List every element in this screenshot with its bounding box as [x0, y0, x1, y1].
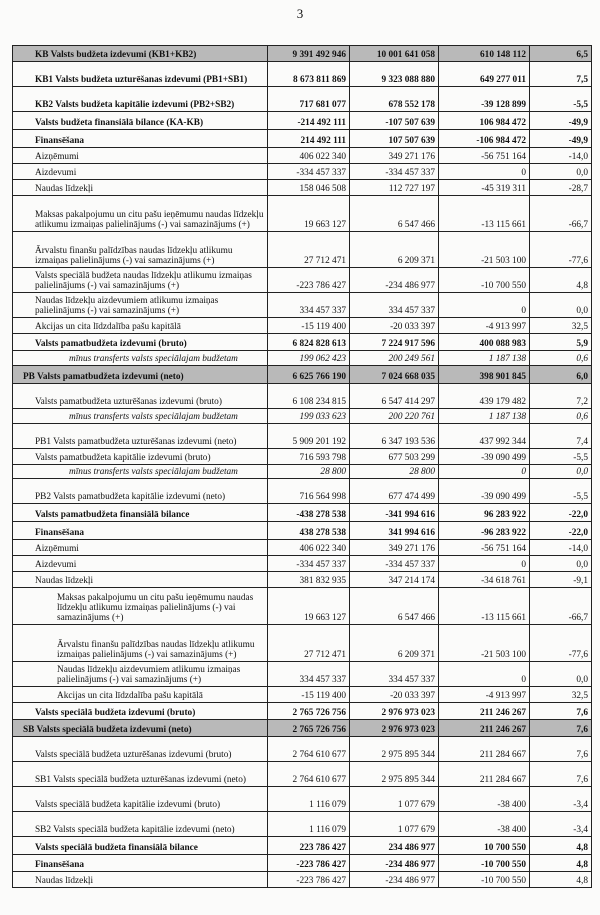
row-label: PB1 Valsts pamatbudžeta uzturēšanas izdevumi (neto) [13, 424, 268, 449]
value-col-1: 8 673 811 869 [268, 62, 350, 87]
row-label: Valsts speciālā budžeta kapitālie izdevumi (bruto) [13, 787, 268, 812]
value-col-3: -10 700 550 [439, 268, 530, 293]
value-col-4: 32,5 [530, 318, 592, 334]
value-col-4: 0,6 [530, 409, 592, 424]
value-col-2: 6 347 193 536 [350, 424, 439, 449]
value-col-3: -34 618 761 [439, 572, 530, 588]
table-row [13, 62, 592, 87]
row-label: Ārvalstu finanšu palīdzības naudas līdzekļu atlikumu izmaiņas palielinājums (-) vai samazinājums (+) [13, 232, 268, 268]
table-row [13, 180, 592, 196]
value-col-3: 398 901 845 [439, 366, 530, 384]
table-row [13, 334, 592, 351]
value-col-2: -20 033 397 [350, 318, 439, 334]
value-col-2: 1 077 679 [350, 787, 439, 812]
value-col-3: 439 179 482 [439, 384, 530, 409]
row-label: Aizdevumi [13, 164, 268, 180]
value-col-2: 6 547 466 [350, 196, 439, 232]
value-col-2: 200 220 761 [350, 409, 439, 424]
value-col-3: 610 148 112 [439, 46, 530, 62]
row-label: Naudas līdzekļi [13, 872, 268, 888]
value-col-2: 677 503 299 [350, 449, 439, 465]
value-col-2: 2 976 973 023 [350, 720, 439, 737]
value-col-2: 6 547 466 [350, 588, 439, 625]
value-col-2: 7 024 668 035 [350, 366, 439, 384]
value-col-1: 158 046 508 [268, 180, 350, 196]
budget-table-body [13, 46, 592, 888]
value-col-2: 334 457 337 [350, 293, 439, 318]
value-col-3: -4 913 997 [439, 318, 530, 334]
value-col-1: 5 909 201 192 [268, 424, 350, 449]
row-label: Aizdevumi [13, 556, 268, 572]
value-col-3: -13 115 661 [439, 196, 530, 232]
value-col-2: -341 994 616 [350, 504, 439, 522]
value-col-1: -223 786 427 [268, 268, 350, 293]
value-col-4: -77,6 [530, 232, 592, 268]
table-row [13, 351, 592, 366]
value-col-3: -56 751 164 [439, 148, 530, 164]
value-col-4: 7,6 [530, 762, 592, 787]
table-row [13, 112, 592, 130]
value-col-1: -15 119 400 [268, 318, 350, 334]
value-col-3: -56 751 164 [439, 540, 530, 556]
value-col-2: -234 486 977 [350, 855, 439, 872]
row-label: Ārvalstu finanšu palīdzības naudas līdzekļu atlikumu izmaiņas palielinājums (-) vai samazinājums (+) [13, 625, 268, 662]
row-label: mīnus transferts valsts speciālajam budžetam [13, 465, 268, 479]
table-row [13, 164, 592, 180]
row-label: mīnus transferts valsts speciālajam budžetam [13, 409, 268, 424]
value-col-3: 0 [439, 465, 530, 479]
value-col-3: 96 283 922 [439, 504, 530, 522]
value-col-1: 27 712 471 [268, 232, 350, 268]
table-row [13, 232, 592, 268]
table-row [13, 409, 592, 424]
table-row [13, 424, 592, 449]
value-col-1: 1 116 079 [268, 812, 350, 837]
value-col-1: 334 457 337 [268, 662, 350, 687]
value-col-1: 2 765 726 756 [268, 703, 350, 720]
value-col-2: 10 001 641 058 [350, 46, 439, 62]
table-row [13, 87, 592, 112]
value-col-3: 649 277 011 [439, 62, 530, 87]
value-col-2: -20 033 397 [350, 687, 439, 703]
page-number: 3 [296, 6, 304, 21]
value-col-4: -5,5 [530, 87, 592, 112]
value-col-1: 717 681 077 [268, 87, 350, 112]
value-col-1: 2 765 726 756 [268, 720, 350, 737]
value-col-3: -106 984 472 [439, 130, 530, 148]
row-label: SB1 Valsts speciālā budžeta uzturēšanas izdevumi (neto) [13, 762, 268, 787]
value-col-1: 406 022 340 [268, 540, 350, 556]
row-label: Valsts pamatbudžeta kapitālie izdevumi (bruto) [13, 449, 268, 465]
value-col-3: 0 [439, 164, 530, 180]
value-col-2: 334 457 337 [350, 662, 439, 687]
table-row [13, 504, 592, 522]
value-col-1: 19 663 127 [268, 196, 350, 232]
value-col-2: 2 976 973 023 [350, 703, 439, 720]
value-col-2: 677 474 499 [350, 479, 439, 504]
row-label: Finansēšana [13, 130, 268, 148]
value-col-4: -49,9 [530, 130, 592, 148]
table-row [13, 130, 592, 148]
value-col-4: 7,6 [530, 737, 592, 762]
value-col-4: 4,8 [530, 855, 592, 872]
value-col-1: -438 278 538 [268, 504, 350, 522]
table-row [13, 588, 592, 625]
row-label: Maksas pakalpojumu un citu pašu ieņēmumu naudas līdzekļu atlikumu izmaiņas palielinājums (-) vai samazinājums (+) [13, 588, 268, 625]
budget-table [12, 45, 592, 888]
table-row [13, 762, 592, 787]
value-col-2: 6 209 371 [350, 625, 439, 662]
value-col-3: 0 [439, 293, 530, 318]
value-col-4: 0,0 [530, 662, 592, 687]
table-row [13, 625, 592, 662]
value-col-1: 2 764 610 677 [268, 737, 350, 762]
value-col-4: -3,4 [530, 787, 592, 812]
value-col-2: 347 214 174 [350, 572, 439, 588]
value-col-1: -15 119 400 [268, 687, 350, 703]
value-col-1: 19 663 127 [268, 588, 350, 625]
value-col-4: 7,4 [530, 424, 592, 449]
value-col-3: -10 700 550 [439, 872, 530, 888]
table-row [13, 449, 592, 465]
row-label: Valsts speciālā budžeta finansiālā bilance [13, 837, 268, 855]
value-col-4: -14,0 [530, 540, 592, 556]
table-row [13, 837, 592, 855]
value-col-4: -66,7 [530, 196, 592, 232]
value-col-2: 234 486 977 [350, 837, 439, 855]
row-label: Valsts speciālā budžeta izdevumi (bruto) [13, 703, 268, 720]
row-label: KB Valsts budžeta izdevumi (KB1+KB2) [13, 46, 268, 62]
row-label: PB Valsts pamatbudžeta izdevumi (neto) [13, 366, 268, 384]
value-col-2: 112 727 197 [350, 180, 439, 196]
value-col-2: -334 457 337 [350, 556, 439, 572]
value-col-2: -234 486 977 [350, 872, 439, 888]
value-col-4: 5,9 [530, 334, 592, 351]
value-col-1: 716 564 998 [268, 479, 350, 504]
value-col-1: 438 278 538 [268, 522, 350, 540]
value-col-1: 223 786 427 [268, 837, 350, 855]
value-col-4: -5,5 [530, 479, 592, 504]
value-col-2: -234 486 977 [350, 268, 439, 293]
row-label: Valsts speciālā budžeta uzturēšanas izdevumi (bruto) [13, 737, 268, 762]
value-col-3: -10 700 550 [439, 855, 530, 872]
value-col-3: 1 187 138 [439, 409, 530, 424]
value-col-4: -14,0 [530, 148, 592, 164]
value-col-3: -38 400 [439, 787, 530, 812]
value-col-4: -28,7 [530, 180, 592, 196]
value-col-4: 0,0 [530, 556, 592, 572]
value-col-1: -223 786 427 [268, 872, 350, 888]
value-col-2: 2 975 895 344 [350, 737, 439, 762]
value-col-1: 6 824 828 613 [268, 334, 350, 351]
value-col-4: -9,1 [530, 572, 592, 588]
table-row [13, 812, 592, 837]
table-row [13, 384, 592, 409]
value-col-3: -21 503 100 [439, 232, 530, 268]
value-col-4: 7,2 [530, 384, 592, 409]
row-label: Aizņēmumi [13, 540, 268, 556]
value-col-1: 406 022 340 [268, 148, 350, 164]
table-row [13, 572, 592, 588]
value-col-2: 107 507 639 [350, 130, 439, 148]
value-col-4: -5,5 [530, 449, 592, 465]
value-col-1: 214 492 111 [268, 130, 350, 148]
value-col-1: 199 062 423 [268, 351, 350, 366]
value-col-1: 6 108 234 815 [268, 384, 350, 409]
value-col-2: 28 800 [350, 465, 439, 479]
value-col-3: 400 088 983 [439, 334, 530, 351]
table-row [13, 737, 592, 762]
value-col-1: 6 625 766 190 [268, 366, 350, 384]
row-label: SB2 Valsts speciālā budžeta kapitālie izdevumi (neto) [13, 812, 268, 837]
value-col-2: 341 994 616 [350, 522, 439, 540]
value-col-3: 211 284 667 [439, 762, 530, 787]
value-col-2: -334 457 337 [350, 164, 439, 180]
value-col-4: -66,7 [530, 588, 592, 625]
row-label: Valsts pamatbudžeta izdevumi (bruto) [13, 334, 268, 351]
row-label: Valsts pamatbudžeta finansiālā bilance [13, 504, 268, 522]
row-label: Naudas līdzekļu aizdevumiem atlikumu izmaiņas palielinājums (-) vai samazinājums (+) [13, 293, 268, 318]
value-col-2: 7 224 917 596 [350, 334, 439, 351]
table-row [13, 687, 592, 703]
row-label: SB Valsts speciālā budžeta izdevumi (neto) [13, 720, 268, 737]
table-row [13, 465, 592, 479]
value-col-3: -39 128 899 [439, 87, 530, 112]
row-label: Naudas līdzekļi [13, 572, 268, 588]
value-col-2: 349 271 176 [350, 148, 439, 164]
value-col-1: 334 457 337 [268, 293, 350, 318]
value-col-1: -214 492 111 [268, 112, 350, 130]
table-row [13, 268, 592, 293]
table-row [13, 662, 592, 687]
table-row [13, 366, 592, 384]
value-col-1: 9 391 492 946 [268, 46, 350, 62]
value-col-2: 2 975 895 344 [350, 762, 439, 787]
row-label: Valsts pamatbudžeta uzturēšanas izdevumi (bruto) [13, 384, 268, 409]
value-col-2: 9 323 088 880 [350, 62, 439, 87]
value-col-3: 0 [439, 662, 530, 687]
value-col-3: 211 246 267 [439, 703, 530, 720]
value-col-3: -38 400 [439, 812, 530, 837]
value-col-1: -334 457 337 [268, 164, 350, 180]
value-col-4: 7,5 [530, 62, 592, 87]
row-label: Valsts speciālā budžeta naudas līdzekļu atlikumu izmaiņas palielinājums (-) vai samazinājums (+) [13, 268, 268, 293]
row-label: Naudas līdzekļi [13, 180, 268, 196]
row-label: Finansēšana [13, 522, 268, 540]
table-row [13, 703, 592, 720]
value-col-4: 7,6 [530, 720, 592, 737]
value-col-3: -96 283 922 [439, 522, 530, 540]
value-col-3: -4 913 997 [439, 687, 530, 703]
value-col-3: 106 984 472 [439, 112, 530, 130]
value-col-4: 7,6 [530, 703, 592, 720]
value-col-4: 4,8 [530, 268, 592, 293]
table-row [13, 196, 592, 232]
value-col-4: 4,8 [530, 837, 592, 855]
value-col-3: 10 700 550 [439, 837, 530, 855]
value-col-4: -49,9 [530, 112, 592, 130]
value-col-2: 200 249 561 [350, 351, 439, 366]
row-label: Akcijas un cita līdzdalība pašu kapitālā [13, 318, 268, 334]
table-row [13, 522, 592, 540]
value-col-4: 6,5 [530, 46, 592, 62]
value-col-2: 349 271 176 [350, 540, 439, 556]
table-row [13, 556, 592, 572]
value-col-3: 211 284 667 [439, 737, 530, 762]
value-col-2: 6 547 414 297 [350, 384, 439, 409]
table-row [13, 872, 592, 888]
value-col-3: 437 992 344 [439, 424, 530, 449]
value-col-3: -21 503 100 [439, 625, 530, 662]
row-label: Valsts budžeta finansiālā bilance (KA-KB) [13, 112, 268, 130]
row-label: mīnus transferts valsts speciālajam budžetam [13, 351, 268, 366]
value-col-4: 0,0 [530, 293, 592, 318]
value-col-1: -334 457 337 [268, 556, 350, 572]
value-col-2: 678 552 178 [350, 87, 439, 112]
row-label: PB2 Valsts pamatbudžeta kapitālie izdevumi (neto) [13, 479, 268, 504]
value-col-4: 6,0 [530, 366, 592, 384]
value-col-4: 0,6 [530, 351, 592, 366]
value-col-3: 211 246 267 [439, 720, 530, 737]
table-row [13, 148, 592, 164]
value-col-4: -22,0 [530, 522, 592, 540]
table-row [13, 540, 592, 556]
value-col-3: -13 115 661 [439, 588, 530, 625]
row-label: Naudas līdzekļu aizdevumiem atlikumu izmaiņas palielinājums (-) vai samazinājums (+) [13, 662, 268, 687]
value-col-3: 1 187 138 [439, 351, 530, 366]
table-row [13, 787, 592, 812]
row-label: Akcijas un cita līdzdalība pašu kapitālā [13, 687, 268, 703]
value-col-4: 0,0 [530, 465, 592, 479]
value-col-1: 716 593 798 [268, 449, 350, 465]
value-col-4: -3,4 [530, 812, 592, 837]
table-row [13, 293, 592, 318]
table-row [13, 479, 592, 504]
table-row [13, 720, 592, 737]
row-label: Finansēšana [13, 855, 268, 872]
row-label: Maksas pakalpojumu un citu pašu ieņēmumu naudas līdzekļu atlikumu izmaiņas palielinājums (-) vai samazinājums (+) [13, 196, 268, 232]
value-col-1: 1 116 079 [268, 787, 350, 812]
value-col-3: 0 [439, 556, 530, 572]
table-row [13, 318, 592, 334]
value-col-2: 1 077 679 [350, 812, 439, 837]
value-col-4: 32,5 [530, 687, 592, 703]
value-col-4: -77,6 [530, 625, 592, 662]
value-col-2: 6 209 371 [350, 232, 439, 268]
table-row [13, 855, 592, 872]
row-label: KB2 Valsts budžeta kapitālie izdevumi (PB2+SB2) [13, 87, 268, 112]
value-col-3: -39 090 499 [439, 479, 530, 504]
value-col-1: 2 764 610 677 [268, 762, 350, 787]
value-col-1: 27 712 471 [268, 625, 350, 662]
value-col-1: 199 033 623 [268, 409, 350, 424]
value-col-2: -107 507 639 [350, 112, 439, 130]
value-col-3: -45 319 311 [439, 180, 530, 196]
row-label: KB1 Valsts budžeta uzturēšanas izdevumi (PB1+SB1) [13, 62, 268, 87]
value-col-4: 4,8 [530, 872, 592, 888]
table-row [13, 46, 592, 62]
value-col-4: 0,0 [530, 164, 592, 180]
value-col-1: -223 786 427 [268, 855, 350, 872]
value-col-4: -22,0 [530, 504, 592, 522]
value-col-3: -39 090 499 [439, 449, 530, 465]
value-col-1: 381 832 935 [268, 572, 350, 588]
row-label: Aizņēmumi [13, 148, 268, 164]
value-col-1: 28 800 [268, 465, 350, 479]
